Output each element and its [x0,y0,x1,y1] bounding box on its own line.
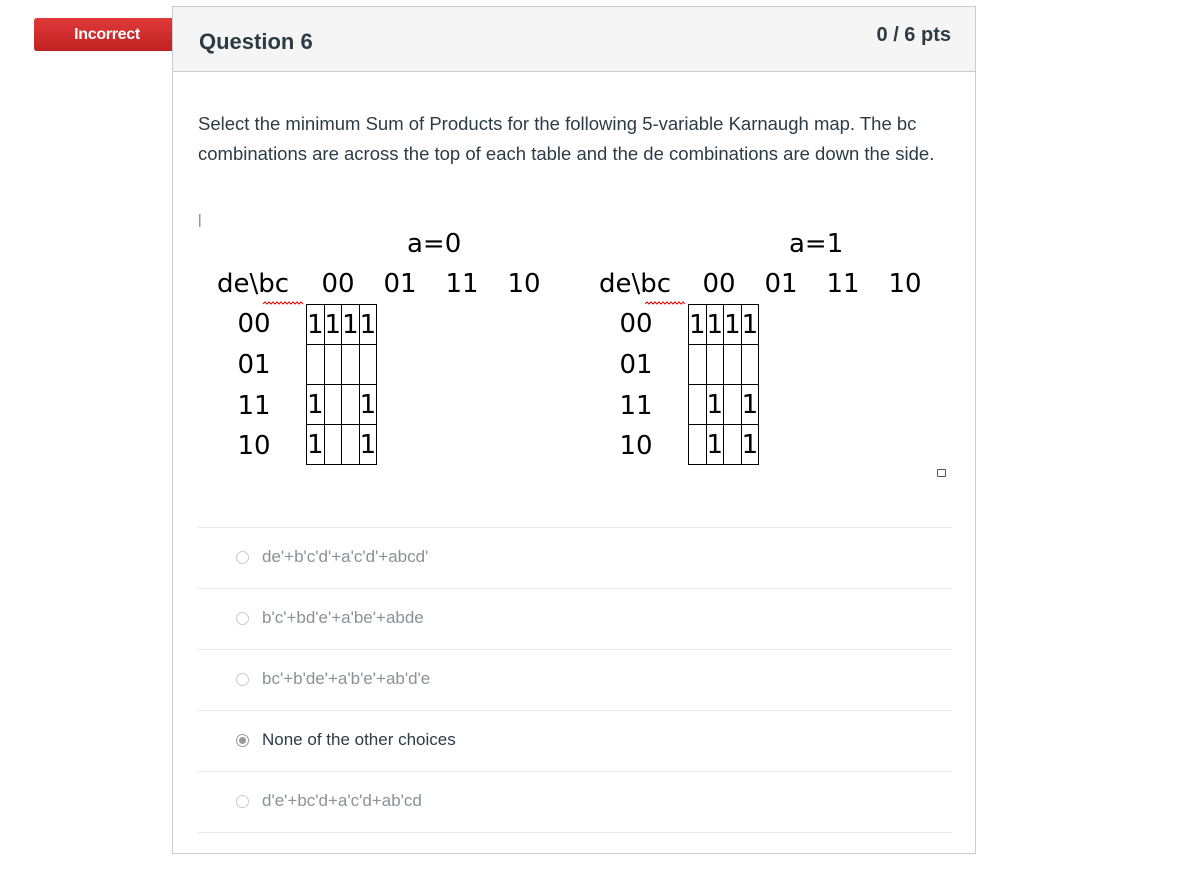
question-header [173,7,975,72]
kmap-cell: 1 [359,305,377,345]
kmap-cell [689,345,707,385]
kmap-cell: 1 [741,305,759,345]
spellcheck-squiggle [263,301,303,305]
kmap-corner-label: de\bc [599,269,672,299]
kmap-grid [306,304,377,465]
kmap-cell [741,345,759,385]
answer-label: None of the other choices [262,730,456,749]
kmap-col-header: 01 [383,269,417,299]
badge-label: Incorrect [74,26,140,43]
kmap-a-label: a=0 [407,229,462,259]
kmap-cell [324,345,342,385]
question-text: Select the minimum Sum of Products for the following 5-variable Karnaugh map. The bc combinations are across the top of each table and the de combinations are down the side. [198,113,935,164]
kmap-row [689,305,759,345]
kmap-cell: 1 [724,305,742,345]
kmap-cell: 1 [706,425,724,465]
answer-option[interactable] [198,771,952,832]
kmap-cell [342,345,360,385]
kmap-cell [359,345,377,385]
question-points: 0 / 6 pts [876,24,951,46]
kmap-row [307,425,377,465]
radio-button[interactable] [236,734,249,747]
answer-option[interactable] [198,649,952,710]
text-cursor-mark: | [198,211,202,227]
kmap-row [689,385,759,425]
kmap-cell [724,385,742,425]
kmap-cell: 1 [706,385,724,425]
kmap-row [689,345,759,385]
kmap-col-header: 01 [764,269,798,299]
answer-label: de'+b'c'd'+a'c'd'+abcd' [262,547,429,566]
kmap-cell [724,345,742,385]
kmap-cell: 1 [706,305,724,345]
kmap-row-header: 01 [237,350,271,380]
incorrect-badge [34,18,190,51]
kmap-col-header: 11 [826,269,860,299]
kmap-cell [307,345,325,385]
answer-label: d'e'+bc'd+a'c'd+ab'cd [262,791,422,810]
kmap-cell [342,385,360,425]
kmap-row-header: 11 [237,391,271,421]
spellcheck-squiggle [645,301,685,305]
kmap-cell: 1 [359,425,377,465]
kmap-cell: 1 [689,305,707,345]
kmap-cell [342,425,360,465]
radio-button[interactable] [236,795,249,808]
answer-list [198,527,952,833]
kmap-col-header: 00 [321,269,355,299]
kmap-cell [689,425,707,465]
image-resize-handle[interactable] [937,469,946,477]
kmap-cell: 1 [342,305,360,345]
kmap-col-header: 10 [507,269,541,299]
kmap-cell [324,425,342,465]
kmap-cell: 1 [324,305,342,345]
answer-list-bottom-divider [198,832,952,833]
kmap-col-header: 10 [888,269,922,299]
kmap-row-header: 10 [237,431,271,461]
kmap-row-header: 00 [619,309,653,339]
answer-option[interactable] [198,588,952,649]
kmap-a-label: a=1 [789,229,844,259]
radio-button[interactable] [236,551,249,564]
kmap-grid [688,304,759,465]
kmap-col-header: 11 [445,269,479,299]
answer-label: b'c'+bd'e'+a'be'+abde [262,608,424,627]
kmap-cell: 1 [741,385,759,425]
kmap-corner-label: de\bc [217,269,290,299]
kmap-row-header: 00 [237,309,271,339]
kmap-row-header: 10 [619,431,653,461]
kmap-cell [724,425,742,465]
kmap-cell: 1 [741,425,759,465]
kmap-cell: 1 [359,385,377,425]
kmap-cell [689,385,707,425]
kmap-row-header: 11 [619,391,653,421]
kmap-row [307,385,377,425]
answer-option[interactable] [198,710,952,771]
radio-button[interactable] [236,673,249,686]
kmap-cell [324,385,342,425]
kmap-row [307,345,377,385]
question-title: Question 6 [199,29,313,54]
kmap-row [307,305,377,345]
kmap-cell [706,345,724,385]
answer-option[interactable] [198,527,952,588]
radio-button[interactable] [236,612,249,625]
kmap-row-header: 01 [619,350,653,380]
kmap-row [689,425,759,465]
kmap-col-header: 00 [702,269,736,299]
kmap-cell: 1 [307,385,325,425]
answer-label: bc'+b'de'+a'b'e'+ab'd'e [262,669,431,688]
question-card [172,6,976,854]
kmap-cell: 1 [307,305,325,345]
kmap-cell: 1 [307,425,325,465]
